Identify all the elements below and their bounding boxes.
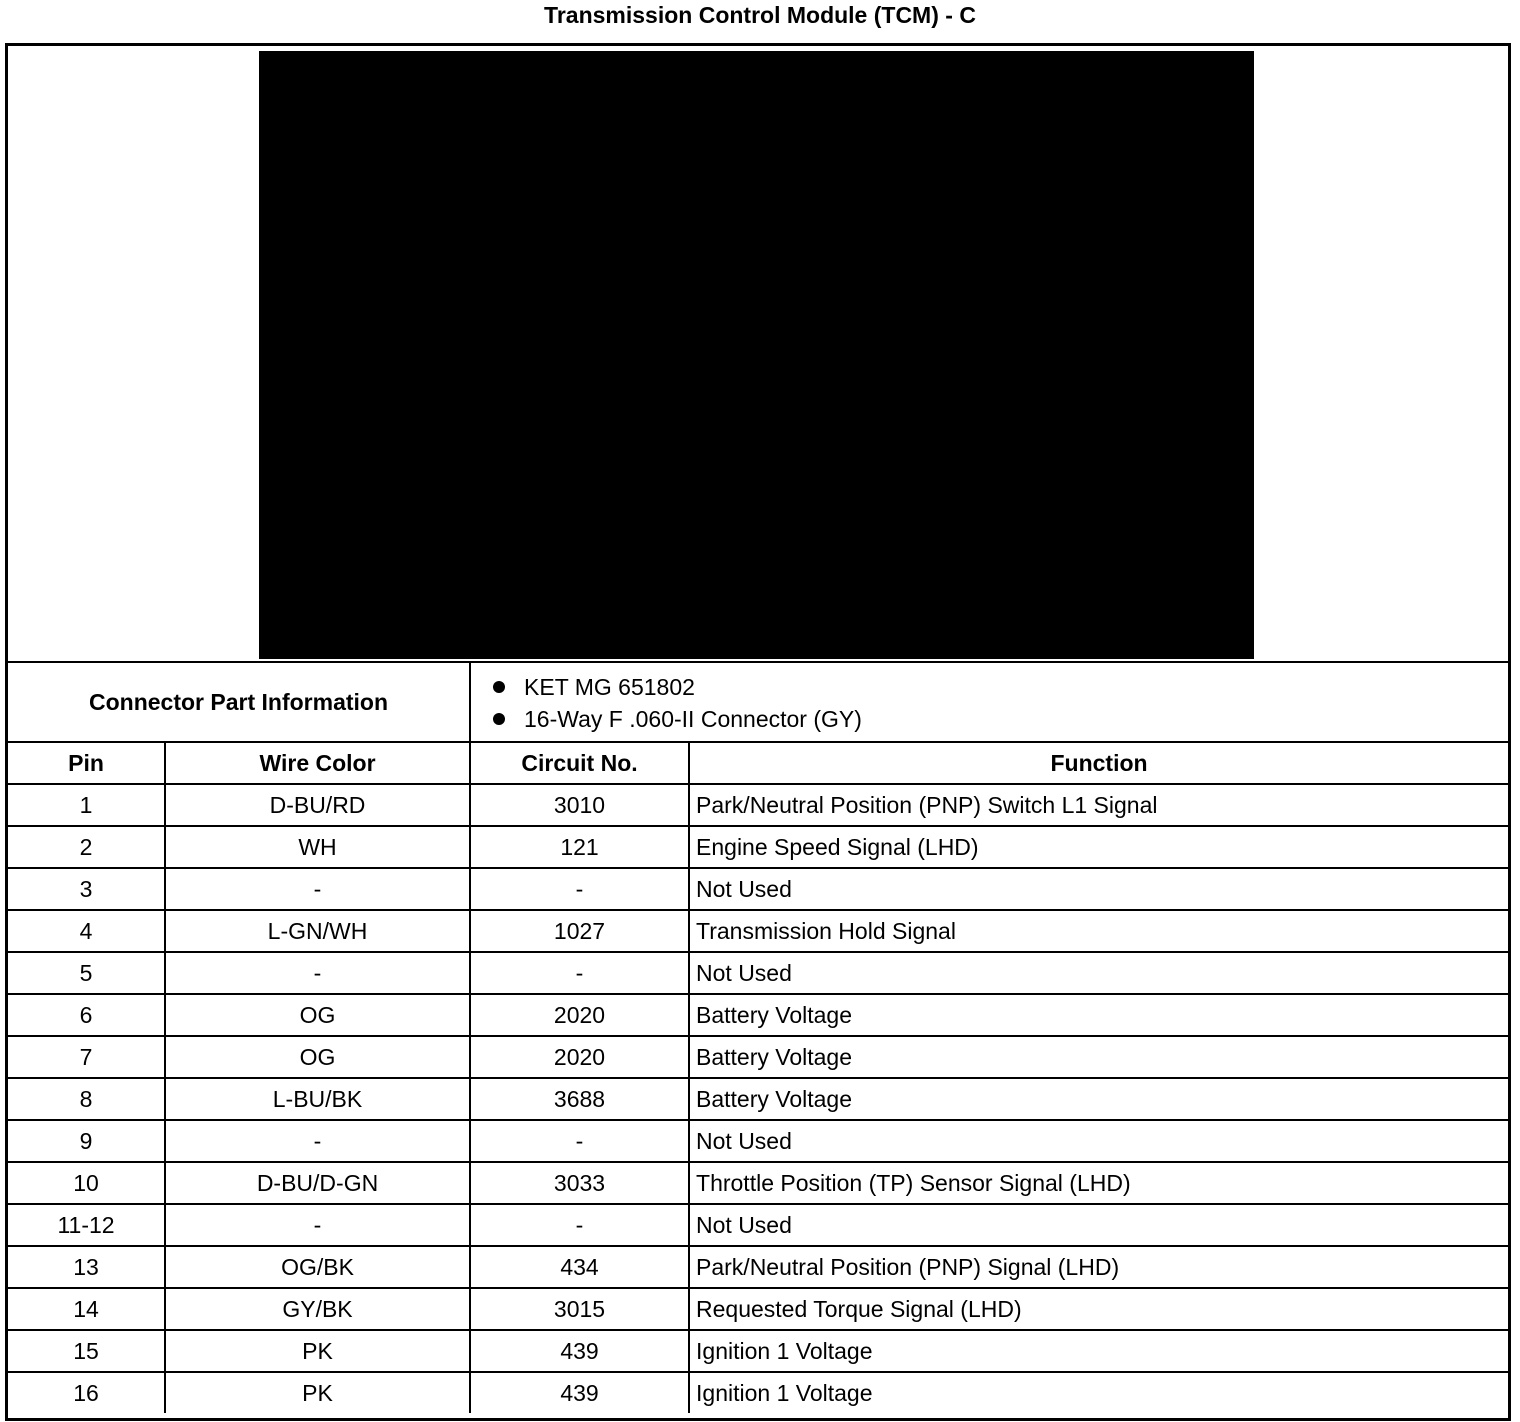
bullet-icon (493, 713, 505, 725)
connector-info-text: KET MG 651802 (524, 674, 695, 700)
function-cell: Not Used (689, 952, 1508, 994)
circuit-cell: 434 (470, 1246, 689, 1288)
connector-info-row (8, 662, 1508, 742)
wire-color-cell: D-BU/D-GN (165, 1162, 470, 1204)
circuit-cell: - (470, 1204, 689, 1246)
table-row (8, 952, 1508, 994)
function-cell: Throttle Position (TP) Sensor Signal (LHD) (689, 1162, 1508, 1204)
pin-cell: 15 (8, 1330, 165, 1372)
connector-info-list (470, 662, 1508, 742)
table-header-row (8, 742, 1508, 784)
wire-color-cell: OG (165, 994, 470, 1036)
pin-cell: 16 (8, 1372, 165, 1413)
table-row (8, 1288, 1508, 1330)
connector-info-text: 16-Way F .060-II Connector (GY) (524, 706, 862, 732)
table-row (8, 1246, 1508, 1288)
circuit-cell: - (470, 1120, 689, 1162)
function-cell: Not Used (689, 868, 1508, 910)
circuit-cell: 3015 (470, 1288, 689, 1330)
wire-color-cell: OG/BK (165, 1246, 470, 1288)
pin-cell: 5 (8, 952, 165, 994)
table-row (8, 910, 1508, 952)
connector-sheet (5, 43, 1511, 1421)
function-cell: Park/Neutral Position (PNP) Switch L1 Signal (689, 784, 1508, 826)
function-cell: Ignition 1 Voltage (689, 1372, 1508, 1413)
pin-cell: 9 (8, 1120, 165, 1162)
table-row (8, 1372, 1508, 1413)
circuit-cell: 1027 (470, 910, 689, 952)
function-cell: Engine Speed Signal (LHD) (689, 826, 1508, 868)
circuit-cell: 2020 (470, 994, 689, 1036)
connector-info-item (493, 703, 1508, 735)
table-row (8, 1330, 1508, 1372)
function-cell: Ignition 1 Voltage (689, 1330, 1508, 1372)
circuit-cell: 3033 (470, 1162, 689, 1204)
connector-info-item (493, 671, 1508, 703)
header-circuit: Circuit No. (470, 742, 689, 784)
pin-cell: 4 (8, 910, 165, 952)
wire-color-cell: OG (165, 1036, 470, 1078)
circuit-cell: 121 (470, 826, 689, 868)
circuit-cell: 3688 (470, 1078, 689, 1120)
table-row (8, 1036, 1508, 1078)
function-cell: Not Used (689, 1204, 1508, 1246)
wire-color-cell: L-GN/WH (165, 910, 470, 952)
table-row (8, 784, 1508, 826)
function-cell: Battery Voltage (689, 1078, 1508, 1120)
circuit-cell: 3010 (470, 784, 689, 826)
function-cell: Park/Neutral Position (PNP) Signal (LHD) (689, 1246, 1508, 1288)
connector-image-area (8, 46, 1508, 661)
wire-color-cell: PK (165, 1330, 470, 1372)
connector-image (259, 51, 1254, 659)
pin-cell: 14 (8, 1288, 165, 1330)
wire-color-cell: GY/BK (165, 1288, 470, 1330)
circuit-cell: - (470, 868, 689, 910)
wire-color-cell: L-BU/BK (165, 1078, 470, 1120)
pin-cell: 2 (8, 826, 165, 868)
header-pin: Pin (8, 742, 165, 784)
pin-cell: 1 (8, 784, 165, 826)
wire-color-cell: WH (165, 826, 470, 868)
page-title: Transmission Control Module (TCM) - C (544, 2, 976, 28)
wire-color-cell: - (165, 1120, 470, 1162)
pin-cell: 10 (8, 1162, 165, 1204)
wire-color-cell: PK (165, 1372, 470, 1413)
wire-color-cell: - (165, 1204, 470, 1246)
pin-cell: 11-12 (8, 1204, 165, 1246)
function-cell: Requested Torque Signal (LHD) (689, 1288, 1508, 1330)
circuit-cell: 2020 (470, 1036, 689, 1078)
function-cell: Battery Voltage (689, 994, 1508, 1036)
wire-color-cell: - (165, 868, 470, 910)
table-row (8, 994, 1508, 1036)
wire-color-cell: D-BU/RD (165, 784, 470, 826)
table-row (8, 1162, 1508, 1204)
circuit-cell: 439 (470, 1330, 689, 1372)
circuit-cell: - (470, 952, 689, 994)
pinout-table (8, 661, 1508, 1413)
function-cell: Not Used (689, 1120, 1508, 1162)
function-cell: Battery Voltage (689, 1036, 1508, 1078)
circuit-cell: 439 (470, 1372, 689, 1413)
table-row (8, 826, 1508, 868)
pin-cell: 7 (8, 1036, 165, 1078)
bullet-icon (493, 681, 505, 693)
table-row (8, 868, 1508, 910)
connector-info-label: Connector Part Information (8, 662, 470, 742)
pin-cell: 3 (8, 868, 165, 910)
table-row (8, 1120, 1508, 1162)
function-cell: Transmission Hold Signal (689, 910, 1508, 952)
wire-color-cell: - (165, 952, 470, 994)
pin-cell: 13 (8, 1246, 165, 1288)
header-wire-color: Wire Color (165, 742, 470, 784)
table-row (8, 1078, 1508, 1120)
pin-cell: 6 (8, 994, 165, 1036)
pin-cell: 8 (8, 1078, 165, 1120)
table-row (8, 1204, 1508, 1246)
header-function: Function (689, 742, 1508, 784)
